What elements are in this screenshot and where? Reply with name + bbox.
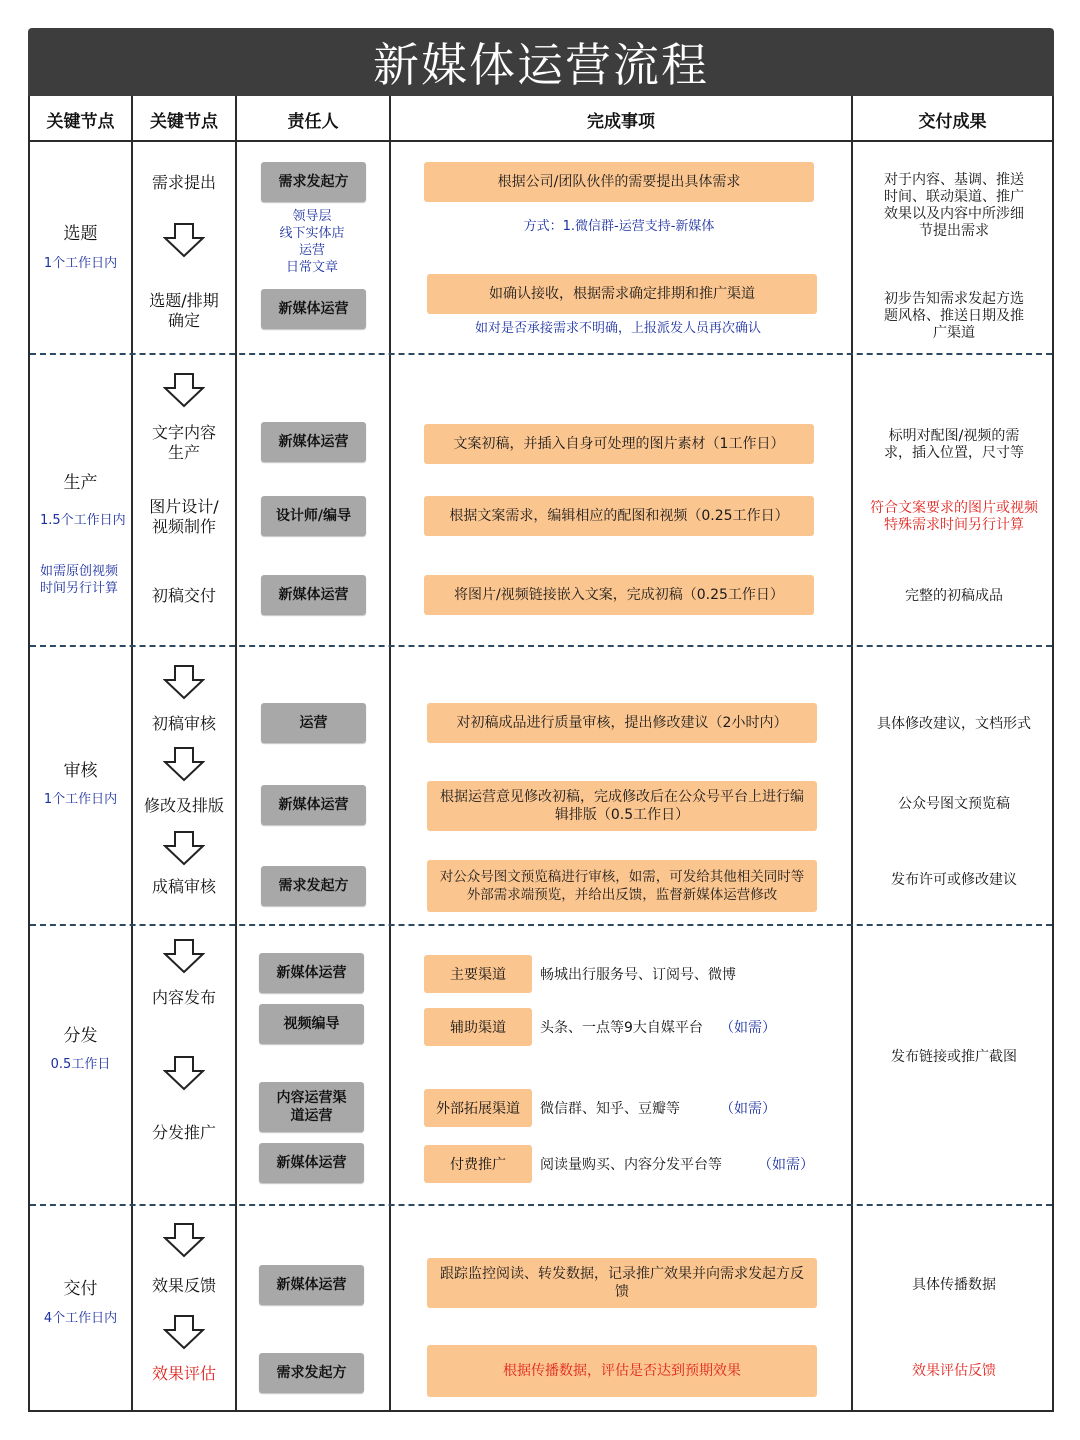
result-revision-advice: 具体修改建议，文档形式 xyxy=(877,715,1031,732)
owner-list-item: 日常文章 xyxy=(285,260,338,275)
result-media-spec: 标明对配图/视频的需求，插入位置，尺寸等 xyxy=(884,428,1024,461)
down-arrow-icon xyxy=(163,830,205,866)
owner-new-media-ops: 新媒体运营 xyxy=(261,422,366,462)
task-final-review: 对公众号图文预览稿进行审核，如需，可发给其他相关同时等外部需求端预览，并给出反馈，监督新媒体运营修改 xyxy=(427,860,817,912)
owner-new-media-ops: 新媒体运营 xyxy=(261,575,366,615)
node-evaluation: 效果评估 xyxy=(151,1364,216,1383)
column-divider xyxy=(235,96,237,1412)
page-title: 新媒体运营流程 xyxy=(28,28,1054,96)
owner-list-item: 领导层 xyxy=(292,209,332,224)
stage-delivery-duration: 4个工作日内 xyxy=(43,1311,118,1326)
channel-secondary-text: 头条、一点等9大自媒平台 xyxy=(540,1020,703,1036)
down-arrow-icon xyxy=(163,938,205,974)
owner-new-media-ops: 新媒体运营 xyxy=(259,1143,364,1183)
result-spread-data: 具体传播数据 xyxy=(912,1276,996,1293)
owner-list-item: 线下实体店 xyxy=(279,226,345,241)
node-text-production: 文字内容生产 xyxy=(151,423,216,462)
channel-secondary-if-needed: （如需） xyxy=(720,1020,776,1036)
channel-external: 外部拓展渠道 xyxy=(424,1089,532,1127)
node-topic-schedule: 选题/排期确定 xyxy=(149,291,219,330)
header-tasks: 完成事项 xyxy=(587,111,655,132)
stage-review: 审核 xyxy=(63,760,98,781)
owner-operations: 运营 xyxy=(261,703,366,743)
task-raise-request: 根据公司/团队伙伴的需要提出具体需求 xyxy=(424,162,814,202)
down-arrow-icon xyxy=(163,1314,205,1350)
channel-paid-if-needed: （如需） xyxy=(758,1157,814,1173)
down-arrow-icon xyxy=(163,664,205,700)
stage-production-duration: 1.5个工作日内 xyxy=(40,513,126,528)
stage-divider xyxy=(30,645,1052,647)
down-arrow-icon xyxy=(163,372,205,408)
stage-topic-duration: 1个工作日内 xyxy=(43,256,118,271)
owner-video-director: 视频编导 xyxy=(259,1004,364,1044)
table-border-right xyxy=(1052,96,1054,1412)
node-draft-delivery: 初稿交付 xyxy=(151,586,216,605)
task-evaluate: 根据传播数据，评估是否达到预期效果 xyxy=(427,1345,817,1397)
down-arrow-icon xyxy=(163,1222,205,1258)
node-feedback: 效果反馈 xyxy=(151,1276,216,1295)
owner-requester: 需求发起方 xyxy=(259,1353,364,1393)
table-border-left xyxy=(28,96,30,1412)
result-media-assets: 符合文案要求的图片或视频特殊需求时间另行计算 xyxy=(870,500,1038,533)
stage-distribution-duration: 0.5工作日 xyxy=(50,1057,111,1072)
task-note-channel: 方式：1.微信群-运营支持-新媒体 xyxy=(523,219,715,234)
down-arrow-icon xyxy=(163,746,205,782)
task-revise-layout: 根据运营意见修改初稿，完成修改后在公众号平台上进行编辑排版（0.5工作日） xyxy=(427,781,817,831)
node-draft-review: 初稿审核 xyxy=(151,714,216,733)
result-initial-notice: 初步告知需求发起方选题风格、推送日期及推广渠道 xyxy=(884,290,1024,341)
result-complete-draft: 完整的初稿成品 xyxy=(905,587,1003,604)
down-arrow-icon xyxy=(163,222,205,258)
result-request-detail: 对于内容、基调、推送时间、联动渠道、推广效果以及内容中所涉细节提出需求 xyxy=(884,172,1024,239)
channel-paid-text: 阅读量购买、内容分发平台等 xyxy=(540,1157,722,1173)
task-note-escalate: 如对是否承接需求不明确，上报派发人员再次确认 xyxy=(474,321,761,336)
owner-requester: 需求发起方 xyxy=(261,866,366,906)
stage-review-duration: 1个工作日内 xyxy=(43,792,118,807)
owner-new-media-ops: 新媒体运营 xyxy=(261,289,366,329)
channel-paid: 付费推广 xyxy=(424,1145,532,1183)
stage-production-note: 如需原创视频时间另行计算 xyxy=(40,564,119,596)
channel-secondary: 辅助渠道 xyxy=(424,1008,532,1046)
stage-distribution: 分发 xyxy=(63,1025,98,1046)
task-embed-links: 将图片/视频链接嵌入文案，完成初稿（0.25工作日） xyxy=(424,575,814,615)
owner-requester: 需求发起方 xyxy=(261,162,366,202)
owner-new-media-ops: 新媒体运营 xyxy=(259,953,364,993)
task-draft-copy: 文案初稿，并插入自身可处理的图片素材（1工作日） xyxy=(424,424,814,464)
node-revise-layout: 修改及排版 xyxy=(143,796,224,815)
result-preview-draft: 公众号图文预览稿 xyxy=(898,795,1010,812)
task-confirm-schedule: 如确认接收，根据需求确定排期和推广渠道 xyxy=(427,274,817,314)
task-edit-media: 根据文案需求，编辑相应的配图和视频（0.25工作日） xyxy=(424,496,814,536)
task-track-data: 跟踪监控阅读、转发数据，记录推广效果并向需求发起方反馈 xyxy=(427,1258,817,1308)
owner-content-channel-ops: 内容运营渠道运营 xyxy=(259,1082,364,1132)
task-quality-review: 对初稿成品进行质量审核，提出修改建议（2小时内） xyxy=(427,703,817,743)
stage-divider xyxy=(30,924,1052,926)
header-divider xyxy=(28,140,1054,142)
stage-delivery: 交付 xyxy=(63,1278,98,1299)
stage-divider xyxy=(30,1204,1052,1206)
node-request: 需求提出 xyxy=(151,173,216,192)
stage-topic: 选题 xyxy=(63,223,98,244)
header-key-node-2: 关键节点 xyxy=(150,111,218,132)
stage-divider xyxy=(30,353,1052,355)
owner-new-media-ops: 新媒体运营 xyxy=(259,1265,364,1305)
result-evaluation-feedback: 效果评估反馈 xyxy=(912,1362,996,1379)
channel-external-if-needed: （如需） xyxy=(720,1101,776,1117)
column-divider xyxy=(389,96,391,1412)
owner-new-media-ops: 新媒体运营 xyxy=(261,785,366,825)
channel-external-text: 微信群、知乎、豆瓣等 xyxy=(540,1101,680,1117)
node-publish: 内容发布 xyxy=(151,988,216,1007)
result-publish-permit: 发布许可或修改建议 xyxy=(891,871,1017,888)
header-deliverable: 交付成果 xyxy=(918,111,987,132)
node-final-review: 成稿审核 xyxy=(151,877,216,896)
node-promotion: 分发推广 xyxy=(151,1123,216,1142)
column-divider xyxy=(851,96,853,1412)
owner-designer-director: 设计师/编导 xyxy=(261,496,366,536)
down-arrow-icon xyxy=(163,1055,205,1091)
table-border-bottom xyxy=(28,1410,1054,1412)
stage-production: 生产 xyxy=(63,472,98,493)
header-key-node: 关键节点 xyxy=(46,111,115,132)
channel-primary: 主要渠道 xyxy=(424,955,532,993)
channel-primary-text: 畅城出行服务号、订阅号、微博 xyxy=(540,967,736,983)
header-owner: 责任人 xyxy=(287,111,339,132)
result-publish-link: 发布链接或推广截图 xyxy=(891,1048,1017,1065)
owner-list-item: 运营 xyxy=(298,243,325,258)
node-image-video: 图片设计/视频制作 xyxy=(149,497,219,536)
